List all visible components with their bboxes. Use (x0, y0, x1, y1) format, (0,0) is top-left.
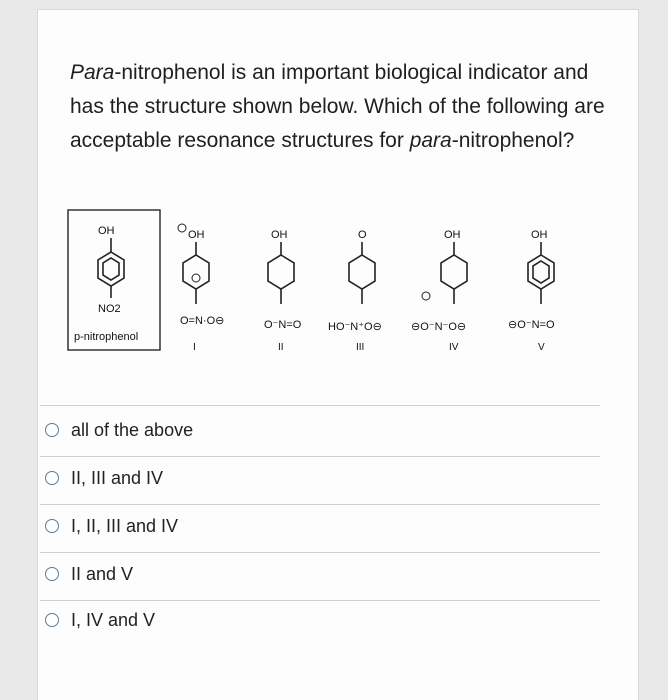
struct1-ring (183, 255, 209, 289)
radio-button[interactable] (45, 567, 59, 581)
struct4-ring (441, 255, 467, 289)
option-i-iv-v[interactable] (45, 598, 565, 642)
option-i-ii-iii-iv[interactable] (45, 504, 565, 548)
radio-button[interactable] (45, 519, 59, 533)
question-card (38, 10, 638, 700)
option-ii-iii-iv[interactable] (45, 456, 565, 500)
option-label: I, II, III and IV (71, 515, 179, 536)
ref-compound-name: p-nitrophenol (74, 331, 139, 343)
struct3-o: O (358, 229, 367, 241)
struct4-plus-charge (422, 292, 430, 300)
question-text (70, 56, 610, 158)
struct4-no2: ⊖O⁻N⁻O⊖ (411, 321, 467, 333)
ref-no2-label: NO2 (98, 303, 121, 315)
structures-svg (66, 200, 626, 390)
radio-button[interactable] (45, 471, 59, 485)
struct2-no2: O⁻N=O (264, 319, 302, 331)
struct2-ring (268, 255, 294, 289)
struct1-plus-charge (178, 224, 186, 232)
struct1-label: I (193, 342, 196, 353)
struct1-minus-charge (192, 274, 200, 282)
struct1-oh: OH (188, 229, 205, 241)
ref-inner-ring (103, 258, 119, 280)
ref-oh-label: OH (98, 225, 115, 237)
question-body: -nitrophenol is an important biological indicator and has the structure shown below. Which of the following are acceptable resonance structures for (70, 61, 605, 152)
struct3-no2: HO⁻N⁺O⊖ (328, 321, 382, 333)
struct2-label: II (278, 342, 284, 353)
struct2-oh: OH (271, 229, 288, 241)
struct5-label: V (538, 342, 545, 353)
struct3-label: III (356, 342, 365, 353)
option-label: I, IV and V (71, 609, 156, 630)
struct5-oh: OH (531, 229, 548, 241)
option-label: II and V (71, 563, 134, 584)
options-top-divider (40, 405, 600, 406)
radio-button[interactable] (45, 613, 59, 627)
struct4-label: IV (449, 342, 459, 353)
option-label: all of the above (71, 419, 194, 440)
option-ii-v[interactable] (45, 552, 565, 596)
resonance-structures-figure (66, 200, 626, 390)
struct5-inner-ring (533, 261, 549, 283)
struct1-no2: O=N·O⊖ (180, 315, 225, 327)
struct3-ring (349, 255, 375, 289)
struct4-oh: OH (444, 229, 461, 241)
question-italic-para: Para (70, 61, 115, 84)
struct5-no2: ⊖O⁻N=O (508, 319, 555, 331)
question-italic-para-2: para (409, 129, 452, 152)
option-label: II, III and IV (71, 467, 164, 488)
question-end: -nitrophenol? (451, 129, 575, 152)
radio-button[interactable] (45, 423, 59, 437)
option-all-of-the-above[interactable] (45, 408, 565, 452)
